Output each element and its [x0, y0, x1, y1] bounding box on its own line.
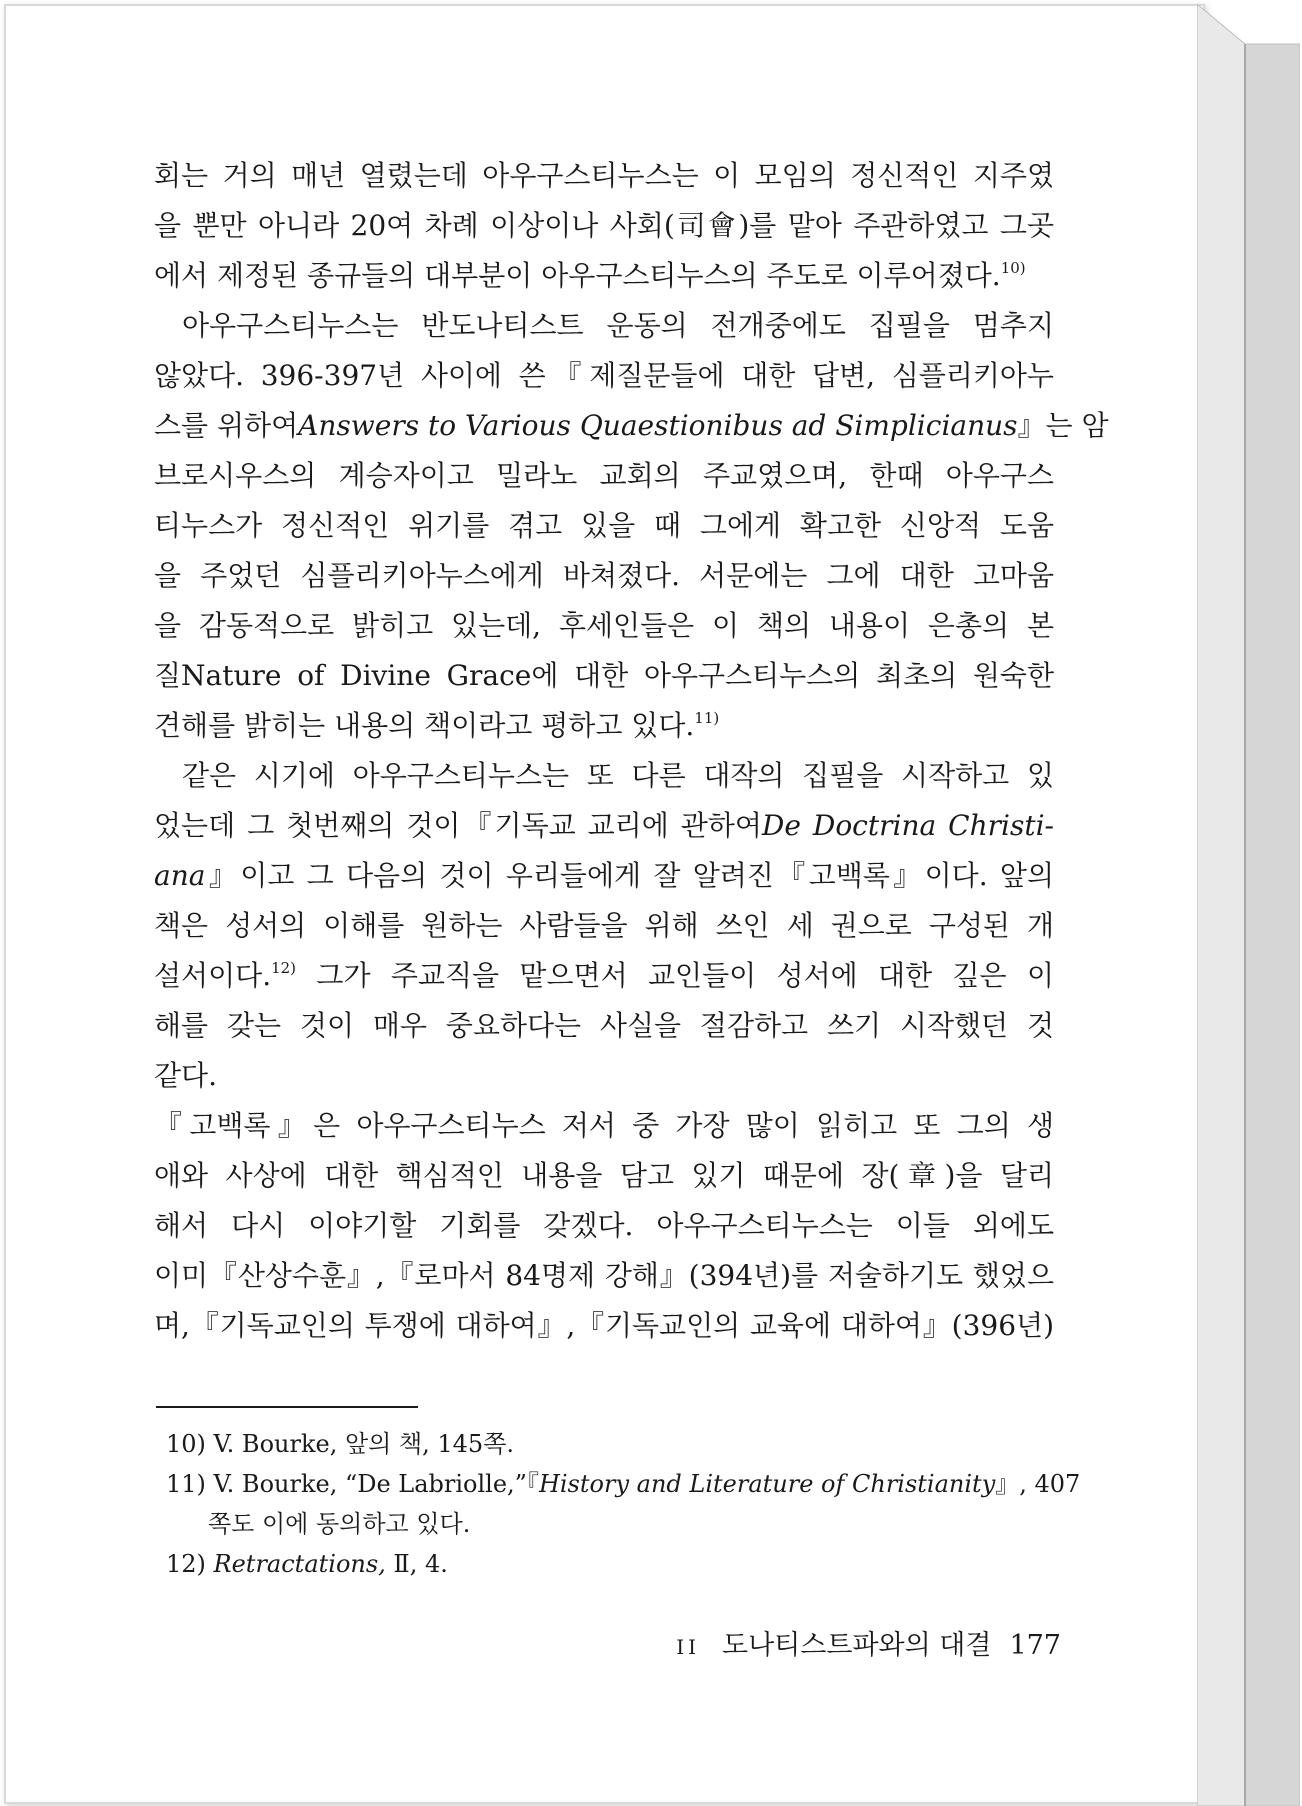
page-number: 177 — [1009, 1630, 1061, 1661]
chapter-title: 도나티스트파와의 대결 — [722, 1630, 992, 1661]
text-line: 이미『산상수훈』,『로마서 84명제 강해』(394년)를 저술하기도 했었으 — [154, 1259, 1054, 1292]
text-line: 해를 갖는 것이 매우 중요하다는 사실을 절감하고 쓰기 시작했던 것 — [154, 1009, 1054, 1042]
text-line: 티누스가 정신적인 위기를 겪고 있을 때 그에게 확고한 신앙적 도움 — [154, 509, 1054, 542]
footnote-ref-12: 12) — [271, 959, 297, 977]
text-line: 아우구스티누스는 반도나티스트 운동의 전개중에도 집필을 멈추지 — [182, 309, 1054, 342]
text-line: 에서 제정된 종규들의 대부분이 아우구스티누스의 주도로 이루어졌다.$^{10)}$ — [154, 259, 1026, 292]
text-line: 같다. — [154, 1059, 217, 1092]
text-line: 을 뿐만 아니라 20여 차례 이상이나 사회(司會)를 맡아 주관하였고 그곳 — [154, 209, 1054, 242]
footnote-ref-10: 10) — [1000, 259, 1026, 277]
book-spine-graphic — [1197, 0, 1300, 1806]
footnote-11-continued: 쪽도 이에 동의하고 있다. — [208, 1510, 471, 1538]
running-footer — [671, 1626, 1061, 1666]
text-line: 같은 시기에 아우구스티누스는 또 다른 대작의 집필을 시작하고 있 — [182, 759, 1054, 792]
chapter-number: II — [676, 1635, 701, 1659]
text-line: 을 주었던 심플리키아누스에게 바쳐졌다. 서문에는 그에 대한 고마움 — [154, 559, 1054, 592]
text-line: ana』이고 그 다음의 것이 우리들에게 잘 알려진『고백록』이다. 앞의 — [154, 859, 1054, 892]
footnote-10: 10) V. Bourke, 앞의 책, 145쪽. — [166, 1430, 515, 1458]
body-text — [154, 151, 1109, 1351]
text-line: 않았다. 396-397년 사이에 쓴『제질문들에 대한 답변, 심플리키아누 — [154, 359, 1054, 392]
text-line: 었는데 그 첫번째의 것이『기독교 교리에 관하여De Doctrina Christi- — [154, 809, 1054, 842]
text-line: 질Nature of Divine Grace에 대한 아우구스티누스의 최초의 원숙한 — [154, 659, 1054, 692]
text-line: 설서이다.$^{12)}$ 그가 주교직을 맡으면서 교인들이 성서에 대한 깊은 이 — [154, 959, 1054, 992]
footnote-12: 12) Retractations, Ⅱ, 4. — [166, 1550, 448, 1578]
footnote-divider — [156, 1406, 418, 1408]
text-line: 견해를 밝히는 내용의 책이라고 평하고 있다.$^{11)}$ — [154, 709, 720, 742]
text-line: 스를 위하여Answers to Various Quaestionibus ad Simplicianus』는 암 — [154, 409, 1109, 442]
text-line: 회는 거의 매년 열렸는데 아우구스티누스는 이 모임의 정신적인 지주였 — [154, 159, 1054, 192]
text-line: 을 감동적으로 밝히고 있는데, 후세인들은 이 책의 내용이 은총의 본 — [154, 609, 1054, 642]
footnote-11: 11) V. Bourke, “De Labriolle,”『History and Literature of Christianity』, 407 — [166, 1470, 1081, 1498]
text-line: 해서 다시 이야기할 기회를 갖겠다. 아우구스티누스는 이들 외에도 — [154, 1209, 1054, 1242]
text-line: 브로시우스의 계승자이고 밀라노 교회의 주교였으며, 한때 아우구스 — [154, 459, 1054, 492]
latin-title: ana — [154, 859, 206, 892]
text-line: 책은 성서의 이해를 원하는 사람들을 위해 쓰인 세 권으로 구성된 개 — [154, 909, 1054, 942]
text-line: 며,『기독교인의 투쟁에 대하여』,『기독교인의 교육에 대하여』(396년) — [154, 1309, 1054, 1342]
text-line: 애와 사상에 대한 핵심적인 내용을 담고 있기 때문에 장(章)을 달리 — [154, 1159, 1054, 1192]
book-page — [4, 4, 1205, 1804]
text-line: 『고백록』은 아우구스티누스 저서 중 가장 많이 읽히고 또 그의 생 — [154, 1109, 1054, 1142]
footnotes — [166, 1424, 1081, 1584]
book-spine — [1197, 0, 1300, 1806]
latin-title: De Doctrina Christi- — [761, 809, 1054, 842]
latin-title: Answers to Various Quaestionibus ad Simplicianus — [298, 409, 1018, 442]
footnote-ref-11: 11) — [694, 709, 720, 727]
